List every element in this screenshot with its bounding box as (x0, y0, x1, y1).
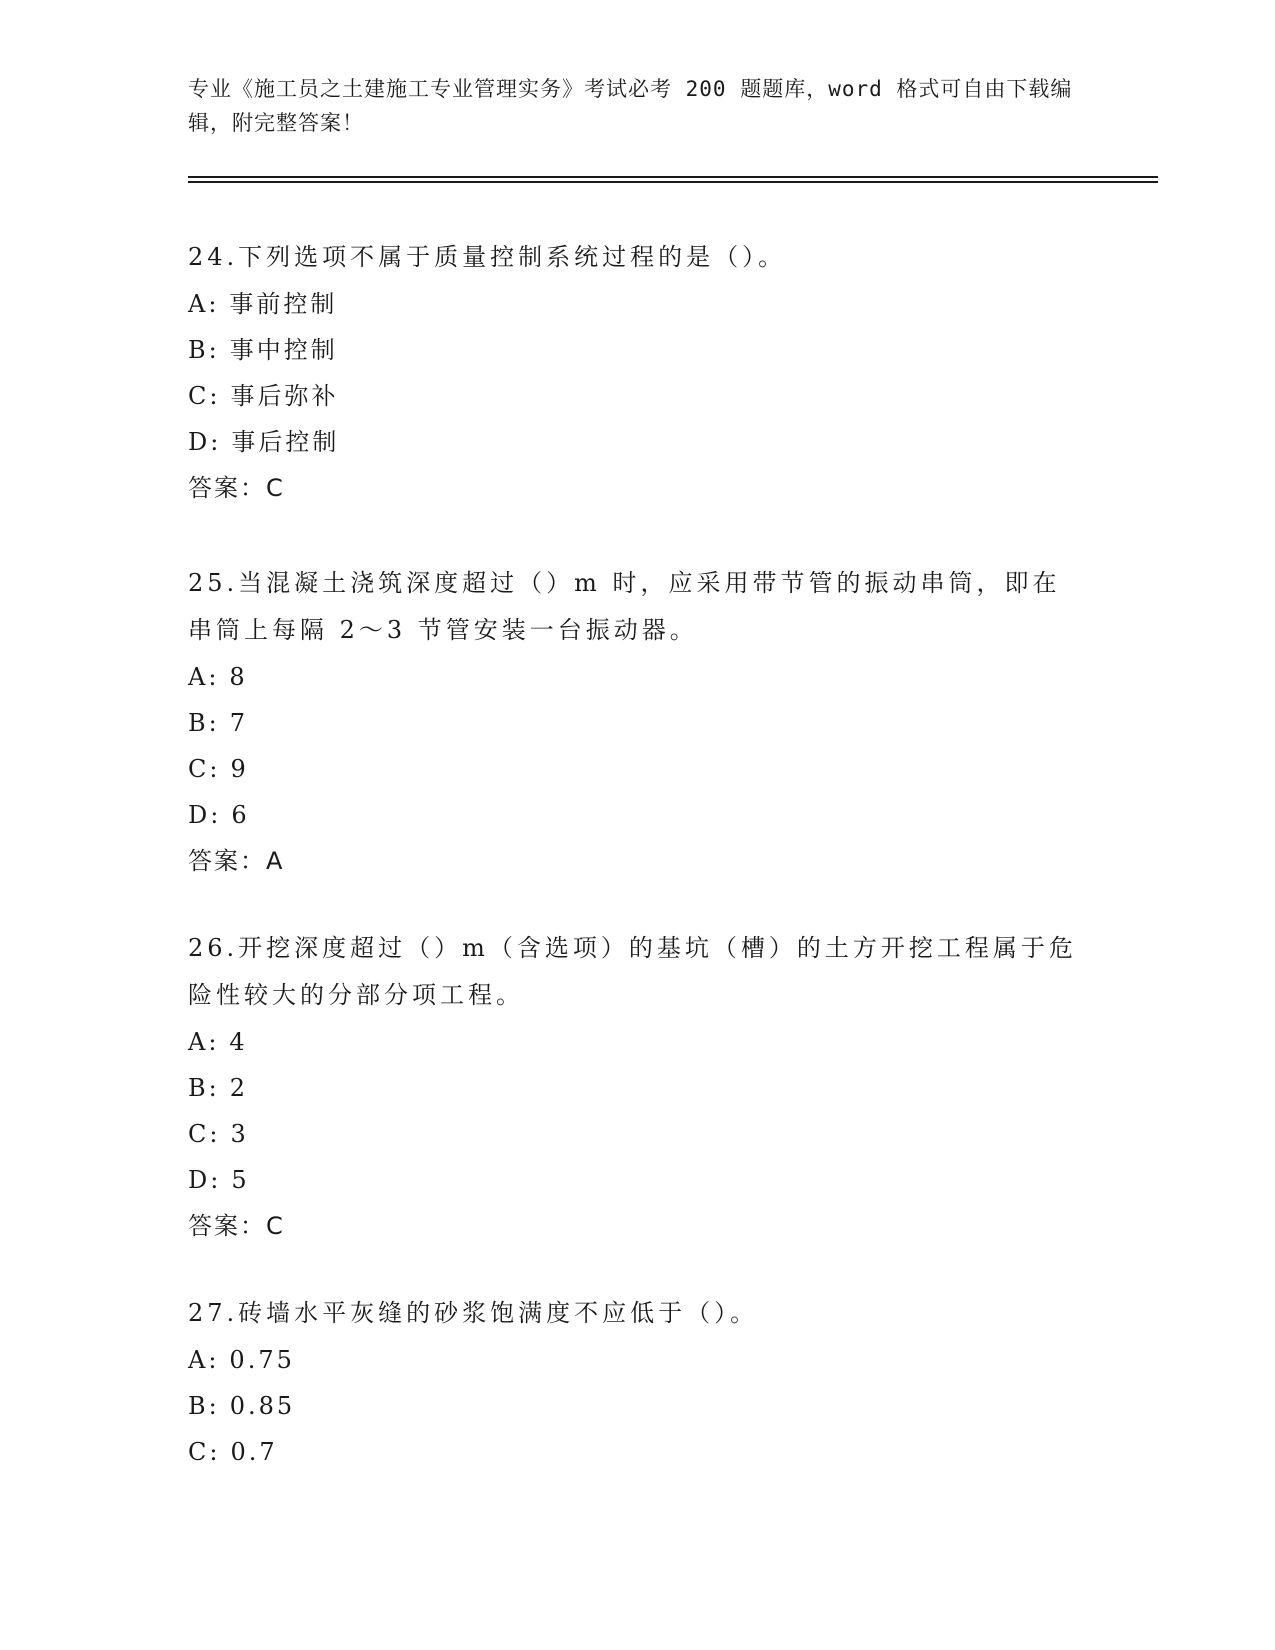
option-letter: C: (188, 1120, 221, 1148)
option-c (188, 746, 1088, 792)
option-a (188, 1337, 1088, 1383)
option-text: 0.75 (229, 1346, 295, 1374)
option-text: 7 (229, 709, 249, 737)
question-24 (188, 234, 1088, 511)
option-text: 4 (229, 1028, 248, 1056)
option-text: 5 (231, 1166, 250, 1194)
document-header: 专业《施工员之土建施工专业管理实务》考试必考 200 题题库，word 格式可自由下载编辑，附完整答案！ (188, 77, 1073, 135)
option-letter: D: (188, 801, 222, 829)
option-c (188, 1111, 1088, 1157)
option-a (188, 281, 1088, 327)
header-divider-top (188, 176, 1158, 178)
option-text: 事后弥补 (230, 382, 339, 410)
option-text: 9 (230, 755, 249, 783)
option-letter: B: (188, 1392, 220, 1420)
option-text: 0.85 (229, 1392, 296, 1420)
option-text: 2 (229, 1074, 249, 1102)
option-text: 事前控制 (229, 290, 338, 318)
option-c (188, 1429, 1088, 1475)
question-stem: 24.下列选项不属于质量控制系统过程的是（）。 (188, 243, 787, 271)
option-letter: D: (188, 428, 222, 456)
question-stem: 26.开挖深度超过（）m（含选项）的基坑（槽）的土方开挖工程属于危险性较大的分部分项工程。 (188, 934, 1077, 1009)
option-letter: A: (188, 1028, 220, 1056)
option-text: 事中控制 (229, 336, 338, 364)
option-letter: A: (188, 663, 220, 691)
option-a (188, 1019, 1088, 1065)
option-letter: C: (188, 1438, 221, 1466)
question-stem: 27.砖墙水平灰缝的砂浆饱满度不应低于（）。 (188, 1299, 759, 1327)
option-text: 6 (231, 801, 250, 829)
question-stem: 25.当混凝土浇筑深度超过（）m 时，应采用带节管的振动串筒，即在串筒上每隔 2～3 节管安装一台振动器。 (188, 569, 1061, 644)
question-27 (188, 1290, 1088, 1475)
question-26 (188, 925, 1088, 1249)
option-letter: B: (188, 709, 220, 737)
option-b (188, 327, 1088, 373)
option-text: 3 (230, 1120, 249, 1148)
option-d (188, 792, 1088, 838)
option-letter: A: (188, 290, 220, 318)
option-text: 0.7 (230, 1438, 278, 1466)
option-b (188, 1383, 1088, 1429)
answer: 答案：C (188, 1212, 285, 1240)
answer: 答案：A (188, 847, 285, 875)
option-letter: D: (188, 1166, 222, 1194)
option-d (188, 419, 1088, 465)
answer: 答案：C (188, 474, 285, 502)
option-text: 8 (229, 663, 248, 691)
header-divider-bottom (188, 181, 1158, 183)
option-text: 事后控制 (231, 428, 340, 456)
option-c (188, 373, 1088, 419)
option-b (188, 1065, 1088, 1111)
option-letter: A: (188, 1346, 220, 1374)
question-25 (188, 560, 1088, 884)
option-b (188, 700, 1088, 746)
option-letter: B: (188, 1074, 220, 1102)
option-a (188, 654, 1088, 700)
option-letter: B: (188, 336, 220, 364)
option-letter: C: (188, 755, 221, 783)
option-d (188, 1157, 1088, 1203)
option-letter: C: (188, 382, 221, 410)
